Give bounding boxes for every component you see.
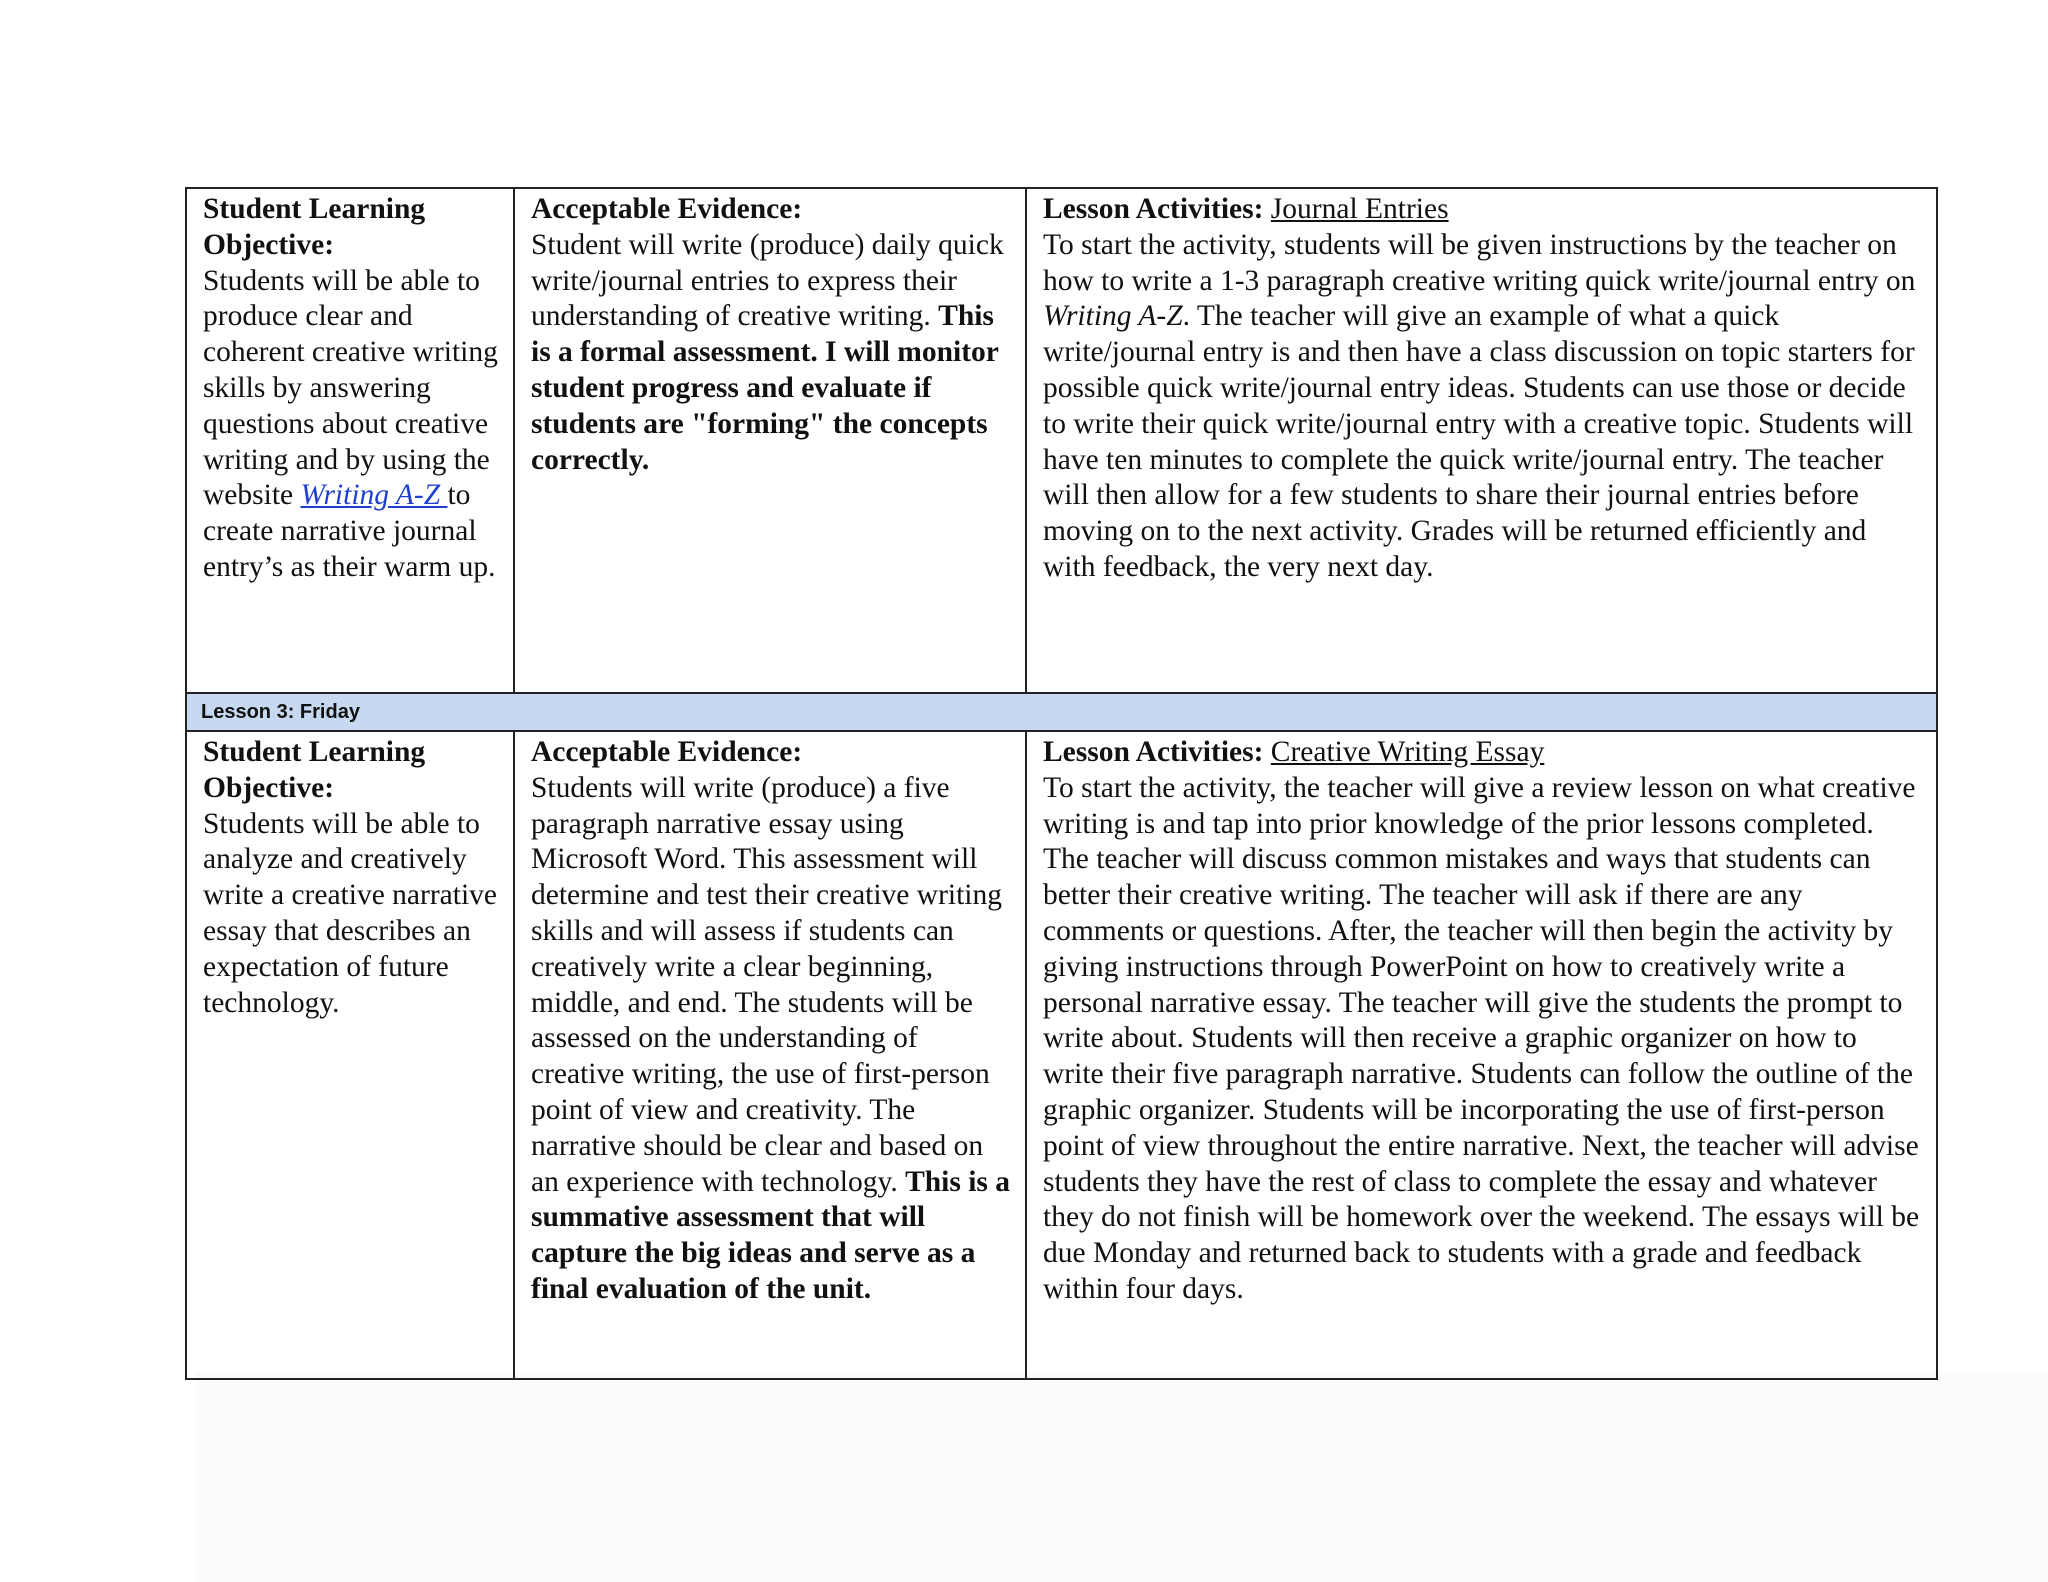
evidence-cell xyxy=(514,731,1026,1379)
objective-cell xyxy=(186,731,514,1379)
activities-cell xyxy=(1026,188,1937,693)
lesson-3-friday-band: Lesson 3: Friday xyxy=(186,693,1937,731)
evidence-text: Students will write (produce) a five paragraph narrative essay using Microsoft Word. This assessment will determine and test their creative writing skills and will assess if students can creatively write a clear beginning, middle, and end. The students will be assessed on the understanding of creative writing, the use of first-person point of view and creativity. The narrative should be clear and based on an experience with technology. xyxy=(531,771,1002,1198)
page-background xyxy=(196,1372,2048,1582)
activities-title: Journal Entries xyxy=(1270,193,1449,225)
objective-text: Students will be able to produce clear and coherent creative writing skills by answering questions about creative writing and by using the website xyxy=(203,264,498,512)
evidence-heading: Acceptable Evidence: xyxy=(531,193,803,225)
objective-cell xyxy=(186,188,514,693)
activities-text-end: . The teacher will give an example of what a quick write/journal entry is and then have a class discussion on topic starters for possible quick write/journal entry ideas. Students can use those or decide to write their quick write/journal entry with a creative topic. Students will have ten minutes to complete the quick write/journal entry. The teacher will then allow for a few students to share their journal entries before moving on to the next activity. Grades will be returned efficiently and with feedback, the very next day. xyxy=(1043,300,1915,583)
objective-heading: Student Learning Objective: xyxy=(203,736,426,804)
activities-heading: Lesson Activities: xyxy=(1043,736,1271,768)
activities-text: To start the activity, the teacher will give a review lesson on what creative writing is and tap into prior knowledge of the prior lessons completed. The teacher will discuss common mistakes and ways that students can better their creative writing. The teacher will ask if there are any comments or questions. After, the teacher will then begin the activity by giving instructions through PowerPoint on how to creatively write a personal narrative essay. The teacher will give the students the prompt to write about. Students will then receive a graphic organizer on how to write their five paragraph narrative. Students can follow the outline of the graphic organizer. Students will be incorporating the use of first-person point of view throughout the entire narrative. Next, the teacher will advise students they have the rest of class to complete the essay and whatever they do not finish will be homework over the weekend. The essays will be due Monday and returned back to students with a grade and feedback within four days. xyxy=(1043,771,1920,1305)
lesson-row-journal xyxy=(186,188,1937,693)
evidence-text: Student will write (produce) daily quick write/journal entries to express their understanding of creative writing. xyxy=(531,228,1004,333)
activities-cell xyxy=(1026,731,1937,1379)
lesson-header-row xyxy=(186,693,1937,731)
evidence-bold-text: This is a formal assessment. I will monitor student progress and evaluate if students are "forming" the concepts correctly. xyxy=(531,300,999,476)
activities-italic-text: Writing A-Z xyxy=(1043,300,1183,333)
objective-heading: Student Learning Objective: xyxy=(203,193,426,261)
evidence-bold-text: This is a summative assessment that will capture the big ideas and serve as a final evaluation of the unit. xyxy=(531,1165,1011,1305)
objective-text: Students will be able to analyze and creatively write a creative narrative essay that describes an expectation of future technology. xyxy=(203,807,497,1019)
activities-heading: Lesson Activities: xyxy=(1043,193,1271,225)
activities-text: To start the activity, students will be given instructions by the teacher on how to write a 1-3 paragraph creative writing quick write/journal entry on xyxy=(1043,228,1916,297)
evidence-cell xyxy=(514,188,1026,693)
writing-az-link[interactable]: Writing A-Z xyxy=(300,479,448,512)
objective-text-end: to create narrative journal entry’s as their warm up. xyxy=(203,479,496,583)
lesson-plan-table xyxy=(185,187,1938,1380)
lesson-row-essay xyxy=(186,731,1937,1379)
activities-title: Creative Writing Essay xyxy=(1270,736,1545,768)
evidence-heading: Acceptable Evidence: xyxy=(531,736,803,768)
